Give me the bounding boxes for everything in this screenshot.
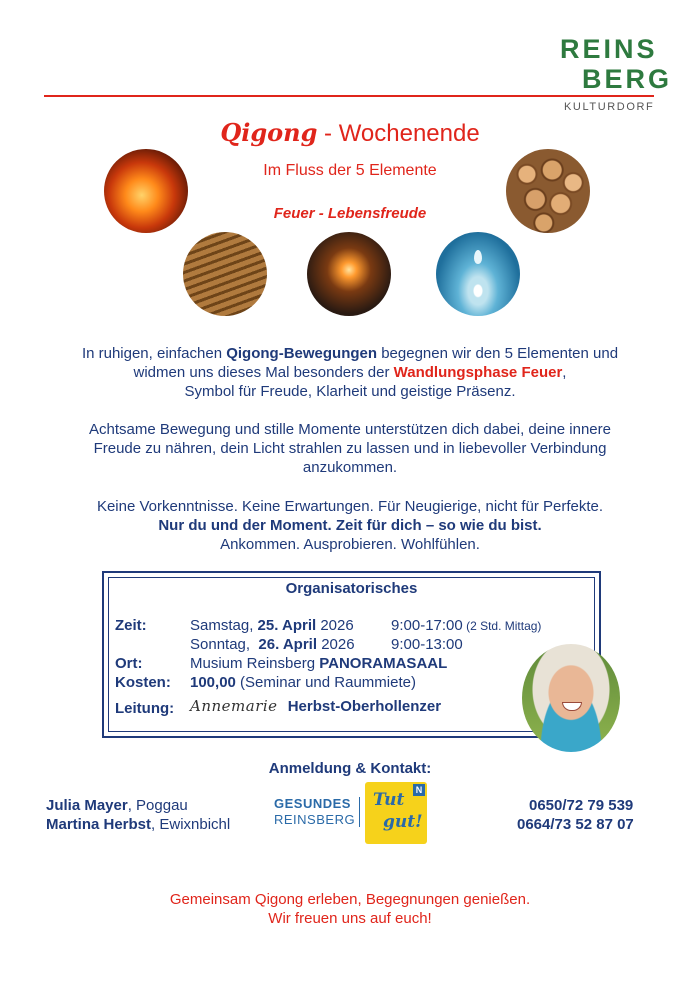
person-place: , Ewixnbichl — [151, 816, 231, 833]
person-name: Martina Herbst — [46, 816, 152, 833]
intro-text: , — [562, 364, 567, 381]
day-text: Sonntag, — [190, 636, 259, 653]
intro-text: Ankommen. Ausprobieren. Wohlfühlen. — [220, 536, 480, 553]
intro-bold: Qigong-Bewegungen — [226, 345, 378, 362]
water-drop-image — [436, 232, 520, 316]
portrait-photo — [522, 644, 620, 752]
day2-time: 9:00-13:00 — [391, 636, 463, 653]
leitung-name: Herbst-Oberhollenzer — [287, 698, 442, 715]
day-date-bold: 26. April — [258, 636, 318, 653]
wood-logs-image — [506, 149, 590, 233]
intro-paragraph-2 — [40, 420, 660, 477]
subtitle: Im Fluss der 5 Elemente — [263, 162, 437, 179]
day-year: 2026 — [317, 636, 355, 653]
day-text: Samstag, — [190, 617, 258, 634]
phone-1[interactable]: 0650/72 79 539 — [529, 797, 634, 814]
earth-field-image — [183, 232, 267, 316]
time-text: 9:00-17:00 — [391, 617, 463, 634]
day1-date — [190, 617, 354, 634]
ort-value — [190, 655, 447, 672]
time-note: (2 Std. Mittag) — [462, 619, 542, 633]
day-date-bold: 25. April — [257, 617, 317, 634]
gr-line-1: GESUNDES — [274, 796, 351, 811]
intro-paragraph-1 — [40, 344, 660, 401]
water-drop-highlight — [474, 250, 482, 264]
intro-text: anzukommen. — [302, 459, 398, 476]
gr-divider — [359, 797, 360, 827]
logo-line-1: REINS — [560, 34, 658, 64]
kosten-note: (Seminar und Raummiete) — [235, 674, 416, 691]
person-name: Julia Mayer — [46, 797, 128, 814]
intro-text: Freude zu nähren, dein Licht strahlen zu lassen und in liebevoller Verbindung — [93, 440, 607, 457]
tut-line-2: gut! — [383, 812, 423, 832]
portrait-smile — [562, 702, 582, 711]
day-year: 2026 — [316, 617, 354, 634]
kosten-amount: 100,00 — [190, 674, 236, 691]
theme-heading: Feuer - Lebensfreude — [273, 205, 427, 222]
footer-line-2: Wir freuen uns auf euch! — [268, 910, 432, 927]
intro-text: begegnen wir den 5 Elementen und — [377, 345, 619, 362]
organisation-heading: Organisatorisches — [285, 580, 418, 597]
fire-image — [104, 149, 188, 233]
contact-heading: Anmeldung & Kontakt: — [268, 760, 432, 777]
day2-date — [190, 636, 355, 653]
ort-text: Musium Reinsberg — [190, 655, 320, 672]
contact-person-1 — [46, 797, 188, 814]
intro-bold: Nur du und der Moment. Zeit für dich – so wie du bist. — [158, 517, 542, 534]
intro-text: Keine Vorkenntnisse. Keine Erwartungen. Für Neugierige, nicht für Perfekte. — [96, 498, 604, 515]
leitung-label: Leitung: — [115, 700, 175, 717]
intro-text: Achtsame Bewegung und stille Momente unterstützen dich dabei, deine innere — [89, 421, 611, 438]
leitung-value — [190, 697, 441, 715]
title-script: Qigong — [220, 118, 318, 147]
intro-highlight: Wandlungsphase Feuer — [393, 364, 563, 381]
ort-room: PANORAMASAAL — [319, 655, 448, 672]
tut-badge: N — [413, 784, 425, 796]
gr-line-2: REINSBERG — [274, 812, 356, 827]
day1-time — [391, 617, 541, 634]
header-divider — [44, 95, 654, 97]
intro-text: In ruhigen, einfachen — [81, 345, 227, 362]
kosten-value — [190, 674, 416, 691]
signature: Annemarie — [190, 697, 278, 715]
logo-line-2: BERG — [582, 64, 673, 94]
reinsberg-logo — [548, 34, 673, 118]
footer-line-1: Gemeinsam Qigong erleben, Begegnungen genießen. — [169, 891, 531, 908]
phone-2[interactable]: 0664/73 52 87 07 — [517, 816, 634, 833]
intro-text: widmen uns dieses Mal besonders der — [133, 364, 394, 381]
gesundes-reinsberg-logo — [271, 796, 363, 830]
logo-subtitle: KULTURDORF — [564, 101, 655, 113]
tut-line-1: Tut — [373, 790, 405, 810]
kosten-label: Kosten: — [115, 674, 171, 691]
intro-text: Symbol für Freude, Klarheit und geistige Präsenz. — [184, 383, 516, 400]
ort-label: Ort: — [115, 655, 143, 672]
intro-paragraph-3 — [40, 497, 660, 554]
zeit-label: Zeit: — [115, 617, 147, 634]
contact-person-2 — [46, 816, 230, 833]
metal-forge-image — [307, 232, 391, 316]
page-title — [0, 118, 700, 148]
tut-gut-logo — [365, 782, 427, 844]
title-rest: - Wochenende — [317, 120, 480, 147]
person-place: , Poggau — [127, 797, 188, 814]
